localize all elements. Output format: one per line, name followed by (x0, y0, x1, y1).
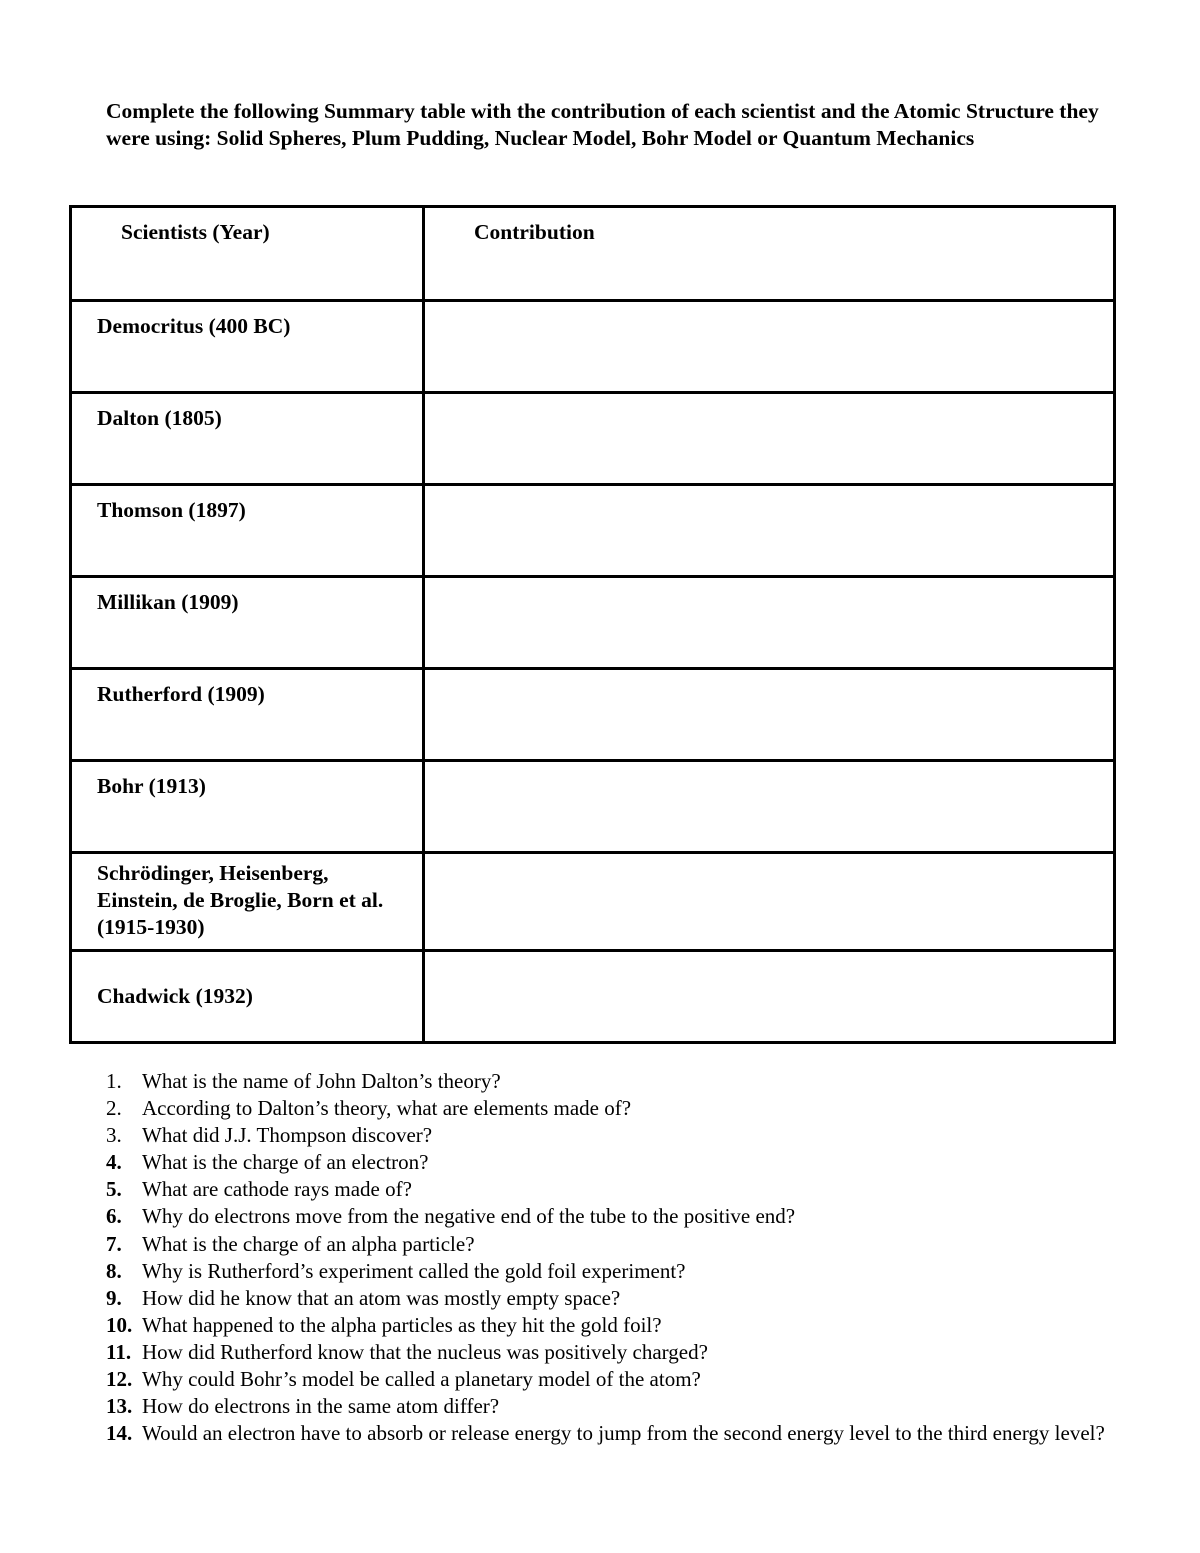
question-number: 9. (106, 1285, 122, 1310)
question-number: 3. (106, 1123, 122, 1148)
scientist-name: Dalton (1805) (97, 406, 222, 430)
header-contribution (424, 207, 1115, 301)
question-text: According to Dalton’s theory, what are elements made of? (142, 1096, 632, 1121)
summary-table (69, 205, 1116, 1044)
question-text: What is the charge of an alpha particle? (142, 1231, 475, 1256)
question-number: 1. (106, 1069, 122, 1093)
scientist-name: Rutherford (1909) (97, 682, 265, 706)
table-row (71, 853, 1115, 951)
question-text: What are cathode rays made of? (142, 1177, 412, 1202)
contribution-cell[interactable] (424, 761, 1115, 853)
table-row (71, 485, 1115, 577)
contribution-cell[interactable] (424, 951, 1115, 1043)
scientist-cell (71, 393, 424, 485)
table-row (71, 761, 1115, 853)
header-scientist-label: Scientists (Year) (121, 220, 270, 244)
table-row (71, 951, 1115, 1043)
question-item (106, 1176, 1106, 1203)
question-number: 12. (106, 1367, 133, 1392)
question-item (106, 1203, 1106, 1230)
table-header-row (71, 207, 1115, 301)
header-scientist (71, 207, 424, 301)
question-number: 5. (106, 1177, 122, 1202)
scientist-cell (71, 761, 424, 853)
contribution-cell[interactable] (424, 669, 1115, 761)
contribution-cell[interactable] (424, 301, 1115, 393)
question-number: 4. (106, 1150, 122, 1175)
question-text: What is the charge of an electron? (142, 1150, 429, 1175)
scientist-name: Bohr (1913) (97, 774, 206, 798)
scientist-cell (71, 485, 424, 577)
table-row (71, 669, 1115, 761)
question-item (106, 1258, 1106, 1285)
contribution-cell[interactable] (424, 393, 1115, 485)
question-text: How did he know that an atom was mostly empty space? (142, 1285, 621, 1310)
question-number: 2. (106, 1096, 122, 1121)
question-text: How did Rutherford know that the nucleus was positively charged? (142, 1339, 708, 1364)
question-text: How do electrons in the same atom differ? (142, 1394, 500, 1419)
table-row (71, 577, 1115, 669)
contribution-cell[interactable] (424, 485, 1115, 577)
scientist-name: Democritus (400 BC) (97, 314, 291, 338)
question-item (106, 1231, 1106, 1258)
table-row (71, 301, 1115, 393)
question-text: What happened to the alpha particles as they hit the gold foil? (142, 1312, 662, 1337)
question-item (106, 1068, 1106, 1095)
question-item (106, 1095, 1106, 1122)
scientist-cell (71, 669, 424, 761)
scientist-name: Thomson (1897) (97, 498, 246, 522)
scientist-name: Schrödinger, Heisenberg, Einstein, de Broglie, Born et al. (1915-1930) (97, 861, 384, 939)
question-item (106, 1285, 1106, 1312)
scientist-cell (71, 301, 424, 393)
question-item (106, 1393, 1106, 1420)
question-list (106, 1068, 1106, 1447)
question-text: Why could Bohr’s model be called a planetary model of the atom? (142, 1367, 701, 1392)
question-text: Would an electron have to absorb or release energy to jump from the second energy level to the third energy level? (142, 1421, 1105, 1446)
question-text: What did J.J. Thompson discover? (142, 1123, 433, 1148)
question-number: 10. (106, 1312, 133, 1337)
question-item (106, 1149, 1106, 1176)
contribution-cell[interactable] (424, 577, 1115, 669)
question-text: Why do electrons move from the negative end of the tube to the positive end? (142, 1204, 796, 1229)
question-number: 8. (106, 1258, 122, 1283)
question-item (106, 1312, 1106, 1339)
question-text: What is the name of John Dalton’s theory? (142, 1069, 501, 1093)
header-contribution-label: Contribution (474, 220, 595, 244)
table-row (71, 393, 1115, 485)
contribution-cell[interactable] (424, 853, 1115, 951)
scientist-cell (71, 853, 424, 951)
question-item (106, 1366, 1106, 1393)
scientist-cell (71, 577, 424, 669)
question-number: 13. (106, 1394, 133, 1419)
question-item (106, 1420, 1106, 1447)
question-number: 14. (106, 1421, 133, 1446)
question-item (106, 1339, 1106, 1366)
question-number: 6. (106, 1204, 122, 1229)
scientist-name: Millikan (1909) (97, 590, 239, 614)
scientist-name: Chadwick (1932) (97, 984, 253, 1008)
question-number: 11. (106, 1339, 132, 1364)
question-number: 7. (106, 1231, 122, 1256)
instructions-text: Complete the following Summary table with the contribution of each scientist and the Atomic Structure they were using: Solid Spheres, Plum Pudding, Nuclear Model, Bohr Model or Quantum Mechanics (106, 99, 1099, 150)
scientist-cell (71, 951, 424, 1043)
question-item (106, 1122, 1106, 1149)
question-text: Why is Rutherford’s experiment called the gold foil experiment? (142, 1258, 686, 1283)
